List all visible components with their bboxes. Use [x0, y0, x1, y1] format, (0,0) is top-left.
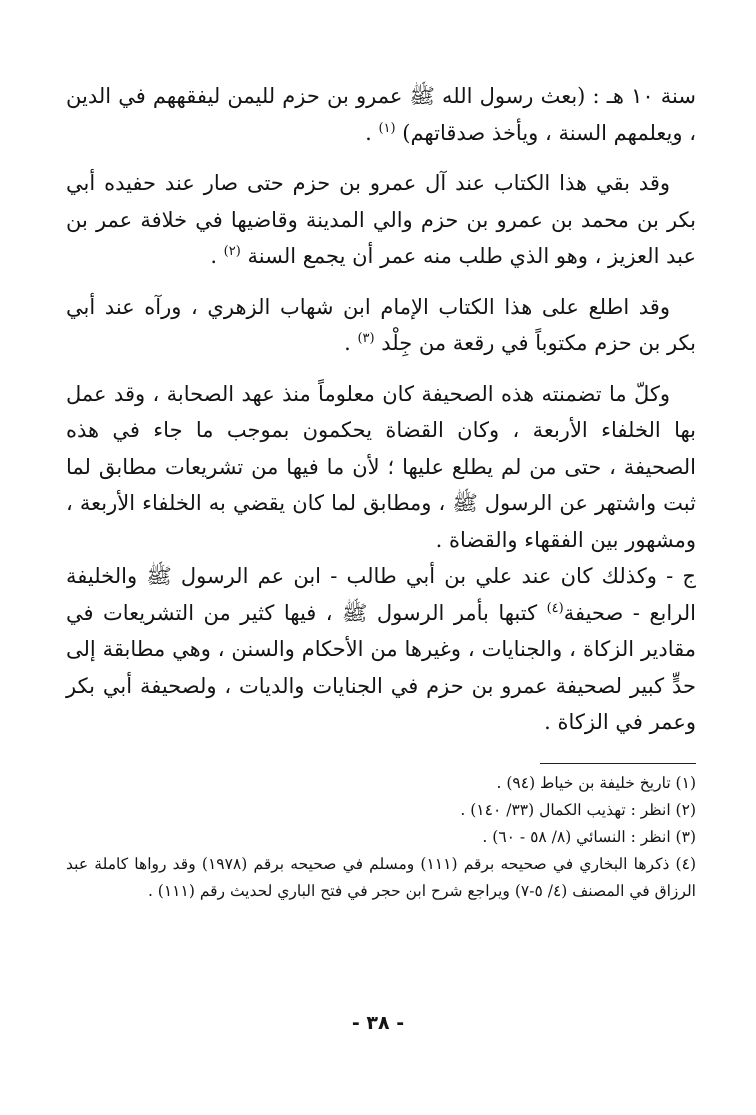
paragraph-2: وقد بقي هذا الكتاب عند آل عمرو بن حزم حتى صار عند حفيده أبي بكر بن محمد بن عمرو بن حزم والي المدينة وقاضيها في خلافة عمر بن عبد العزيز ، وهو الذي طلب منه عمر أن يجمع السنة $^{(٢)}$ . — [66, 171, 696, 268]
paragraph-5: ج - وكذلك كان عند علي بن أبي طالب - ابن عم الرسول ﷺ والخليفة الرابع - صحيفة$^{(٤)}$ كتبها بأمر الرسول ﷺ ، فيها كثير من التشريعات في مقادير الزكاة ، والجنايات ، وغيرها من الأحكام والسنن ، وهي مطابقة إلى حدٍّ كبير لصحيفة عمرو بن حزم في الجنايات والديات ، ولصحيفة أبي بكر وعمر في الزكاة . — [66, 564, 696, 734]
footnote-2: (٢) انظر : تهذيب الكمال (٣٣/ ١٤٠) . — [460, 801, 696, 819]
paragraph-3: وقد اطلع على هذا الكتاب الإمام ابن شهاب الزهري ، ورآه عند أبي بكر بن حزم مكتوباً في رقعة من جِلْد $^{(٣)}$ . — [66, 294, 696, 355]
paragraph-4: وكلّ ما تضمنته هذه الصحيفة كان معلوماً منذ عهد الصحابة ، وقد عمل بها الخلفاء الأربعة ، وكان القضاة يحكمون بموجب ما جاء في هذه الصحيفة ، حتى من لم يطلع عليها ؛ لأن ما فيها من تشريعات مطابق لما ثبت واشتهر عن الرسول ﷺ ، ومطابق لما كان يقضي به الخلفاء الأربعة ، ومشهور بين الفقهاء والقضاة . — [66, 381, 696, 552]
main-text — [66, 78, 696, 741]
footnote-separator — [540, 763, 696, 764]
footnotes — [66, 770, 696, 905]
footnote-3: (٣) انظر : النسائي (٨/ ٥٨ - ٦٠) . — [482, 828, 696, 846]
footnote-4: (٤) ذكرها البخاري في صحيحه برقم (١١١) ومسلم في صحيحه برقم (١٩٧٨) وقد رواها كاملة عبد الرزاق في المصنف (٤/ ٥-٧) ويراجع شرح ابن حجر في فتح الباري لحديث رقم (١١١) . — [66, 855, 696, 900]
page-number: - ٣٨ - — [351, 1012, 405, 1034]
footnote-ref-1[interactable]: (١) — [378, 120, 396, 136]
footnote-ref-4[interactable]: (٤) — [546, 600, 564, 616]
footnote-ref-2[interactable]: (٢) — [223, 244, 241, 259]
footnote-1: (١) تاريخ خليفة بن خياط (٩٤) . — [496, 774, 696, 792]
paragraph-1: سنة ١٠ هـ : (بعث رسول الله ﷺ عمرو بن حزم لليمن ليفقههم في الدين ، ويعلمهم السنة ، ويأخذ صدقاتهم) $^{(١)}$ . — [66, 84, 696, 145]
footnote-ref-3[interactable]: (٣) — [357, 331, 375, 346]
